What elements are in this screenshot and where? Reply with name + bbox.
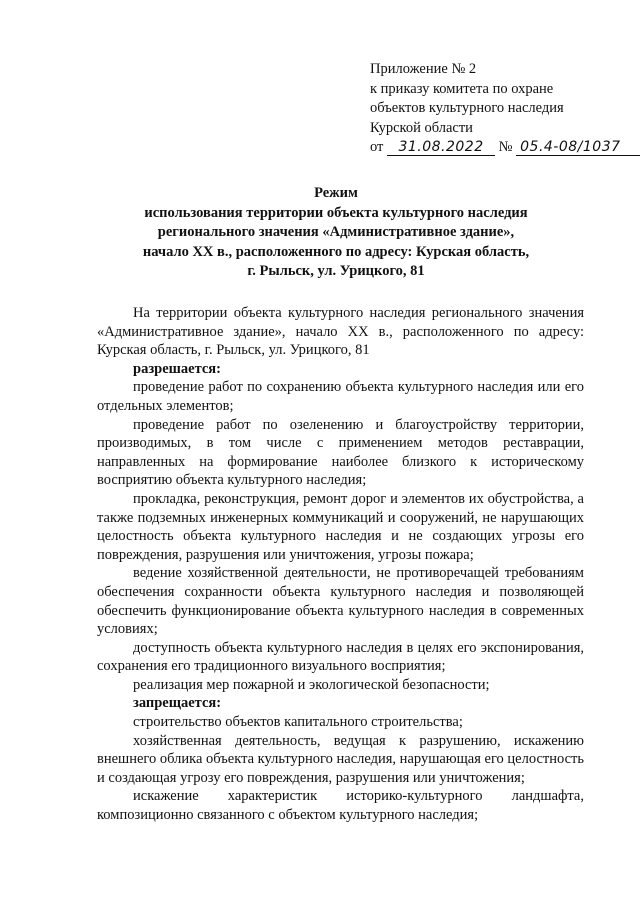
allowed-item: доступность объекта культурного наследия в целях его экспонирования, сохранения его традиционного визуального восприятия;: [97, 639, 584, 675]
forbidden-item: искажение характеристик историко-культурного ландшафта, композиционно связанного с объектом культурного наследия;: [97, 788, 584, 824]
handwritten-order-number: 05.4-08/1037: [516, 139, 640, 156]
title-line-3: регионального значения «Административное здание»,: [157, 224, 515, 240]
annex-header: [370, 60, 632, 158]
title-line-1: Режим: [314, 185, 358, 201]
document-body: [97, 304, 584, 825]
annex-committee: объектов культурного наследия: [370, 100, 564, 116]
annex-region: Курской области: [370, 119, 473, 136]
allowed-item: проведение работ по сохранению объекта культурного наследия или его отдельных элементов;: [97, 379, 584, 414]
forbidden-item: хозяйственная деятельность, ведущая к разрушению, искажению внешнего облика объекта культурного наследия, нарушающая его целостность и создающая угрозу его повреждения, разрушения или уничтожения;: [97, 732, 584, 786]
intro-paragraph: На территории объекта культурного наследия регионального значения «Административное здание», начало XX в., расположенного по адресу: Курская область, г. Рыльск, ул. Урицкого, 81: [97, 305, 584, 359]
allowed-item: ведение хозяйственной деятельности, не противоречащей требованиям обеспечения сохранности объекта культурного наследия и позволяющей обеспечить функционирование объекта культурного наследия в современных условиях;: [97, 565, 584, 638]
annex-number: Приложение № 2: [370, 61, 477, 77]
title-line-4: начало XX в., расположенного по адресу: Курская область,: [142, 243, 530, 260]
forbidden-heading: запрещается:: [133, 695, 222, 712]
allowed-heading: разрешается:: [133, 360, 221, 377]
order-date-number: [370, 138, 632, 158]
annex-order-ref: к приказу комитета по охране: [370, 80, 554, 97]
allowed-item: прокладка, реконструкция, ремонт дорог и элементов их обустройства, а также подземных инженерных коммуникаций и сооружений, не нарушающих целостность объекта культурного наследия и не создающих угрозы его повреждения, разрушения или уничтожения, угрозы пожара;: [97, 490, 584, 563]
from-prefix: от: [370, 139, 384, 155]
document-title: [80, 184, 592, 282]
handwritten-date: 31.08.2022: [387, 139, 495, 156]
allowed-item: реализация мер пожарной и экологической безопасности;: [133, 676, 490, 693]
title-line-2: использования территории объекта культурного наследия: [144, 204, 528, 221]
title-line-5: г. Рыльск, ул. Урицкого, 81: [247, 263, 425, 279]
number-sign: №: [498, 139, 513, 155]
forbidden-item: строительство объектов капитального строительства;: [133, 714, 463, 731]
allowed-item: проведение работ по озеленению и благоустройству территории, производимых, в том числе с применением методов реставрации, направленных на формирование наиболее близкого к историческому восприятию объекта культурного наследия;: [97, 416, 584, 489]
